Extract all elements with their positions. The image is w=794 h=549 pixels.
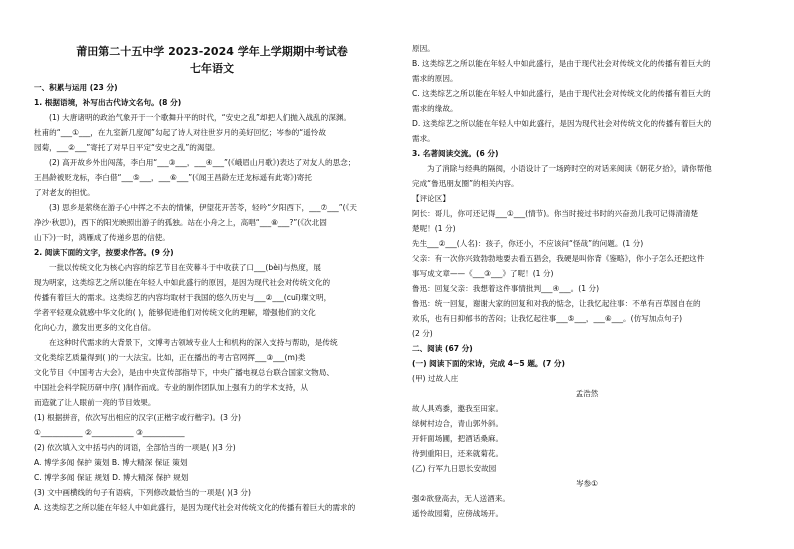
right-line: 欢乐，也有日抑郁书的苦闷；让我忆起往事___⑤___，___⑥___。(仿写加点句子) [412, 314, 683, 323]
right-line: 为了消除与经典的隔阂，小语设计了一场跨时空的对话来阅读《朝花夕拾》，请你帮他 [427, 164, 712, 173]
right-lines [412, 41, 762, 521]
left-line: 王昌龄被贬龙标，李白借“___⑤___，___⑥___”(《闻王昌龄左迁龙标遥有此寄》)寄托 [34, 173, 312, 182]
right-line: (乙) 行军九日思长安故园 [412, 464, 497, 473]
left-line: (3) 文中画横线的句子有语病，下列修改最恰当的一项是( )(3 分) [34, 488, 251, 497]
right-line: 二、阅读 (67 分) [412, 344, 473, 353]
left-line: 文化类综艺质量得到( )的一大法宝。比如，正在播出的考古官网挥___③___(m)类 [34, 353, 306, 362]
right-line: 【评论区】 [412, 194, 450, 203]
left-line: A. 博学多闻 保护 策划 B. 博大精深 保证 策划 [34, 458, 188, 467]
left-line: 山下》)一时，鸿雁成了传递乡思的信使。 [34, 233, 170, 242]
right-line: 孟浩然 [575, 389, 599, 398]
right-line: 完成“鲁迅朋友圈”的相关内容。 [412, 179, 519, 188]
right-line: 需求的原因。 [412, 74, 458, 83]
right-line: 鲁迅：回复父亲：我想着这件事情批判___④___。(1 分) [412, 284, 600, 293]
right-line: 绿树村边合，青山郭外斜。 [412, 419, 504, 428]
page-title: 莆田第二十五中学 2023-2024 学年上学期期中考试卷 [76, 45, 348, 58]
left-line: 1. 根据语境，补写出古代诗文名句。(8 分) [34, 98, 182, 107]
right-line: 开轩面场圃，把酒话桑麻。 [412, 434, 504, 443]
left-line: 在这种时代需求的大背景下，文博考古领域专业人士和机构的深入支持与帮助，是传统 [49, 338, 338, 347]
right-line: C. 这类综艺之所以能在年轻人中如此盛行，是由于现代社会对传统文化的传播有着巨大的 [412, 89, 711, 98]
right-line: 父亲：有一次你兴致勃勃地要去看五猖会，我硬是叫你背《鉴略》，你小子怎么还把这件 [412, 254, 705, 263]
left-line: 杜甫的“___①___，在九室新几度闻”勾起了诗人对往世岁月的美好回忆；岑参的“遥怜故 [34, 128, 326, 137]
page-subtitle: 七年语文 [190, 62, 234, 75]
right-line: 需求的缘故。 [412, 104, 458, 113]
left-line: ①___________ ②___________ ③___________ [34, 428, 185, 437]
left-line: 而造就了让人眼前一亮的节目效果。 [34, 398, 156, 407]
left-line: 一、积累与运用 (23 分) [34, 83, 118, 92]
right-line: 原因。 [412, 44, 435, 53]
left-line: 化向心力，激发出更多的文化自信。 [34, 323, 156, 332]
right-line: 故人具鸡黍，邀我至田家。 [412, 404, 504, 413]
left-line: 学者平轻观众就感中华文化的( )，能够促进他们对传统文化的理解，增强他们的文化 [34, 308, 316, 317]
left-line: (2) 依次填入文中括号内的词语，全部恰当的一项是( )(3 分) [34, 443, 236, 452]
left-line: 园菊，___②___”寄托了对早日平定“安史之乱”的渴望。 [34, 143, 220, 152]
right-line: 阿长：哥儿，你可还记得___①___(情节)。你当时接过书时的兴奋劲儿我可记得清清楚 [412, 209, 699, 218]
left-lines [34, 80, 390, 515]
right-line: 3. 名著阅读交流。(6 分) [412, 149, 499, 158]
left-line: 一批以传统文化为核心内容的综艺节目在荧幕斗于中收获了口___(bèi)与热度，展 [49, 263, 321, 272]
right-line: 先生___②___(人名)：孩子，你还小，不应该问“怪哉”的问题。(1 分) [412, 239, 644, 248]
left-column [34, 0, 390, 515]
left-line: 现为明家，这类综艺之所以能在年轻人中如此盛行的原因，是因为现代社会对传统文化的 [34, 278, 331, 287]
left-line: 了对老友的担忧。 [34, 188, 95, 197]
right-line: 事写成文章——《___③___》了呢！(1 分) [412, 269, 554, 278]
right-line: (一) 阅读下面的宋诗，完成 4~5 题。(7 分) [412, 359, 565, 368]
left-line: (2) 高开故乡外出闯荡，李白用“___③___，___④___”(《峨眉山月歌》)表达了对友人的思念； [49, 158, 356, 167]
left-line: (1) 大唐诸明的政治气象开于一个歌舞升平的时代，“安史之乱”却把人们抛入战乱的深渊。 [49, 113, 352, 122]
right-line: 楚呢！(1 分) [412, 224, 456, 233]
right-line: 遥怜故园菊，应傍战场开。 [412, 509, 504, 518]
right-line: (2 分) [412, 329, 433, 338]
right-line: 鲁迅：统一回复，谢谢大家的回复和对我的惦念，让我忆起往事：不单有百草园自在的 [412, 299, 701, 308]
right-line: 待到重阳日，还来就菊花。 [412, 449, 504, 458]
left-line: 中国社会科学院历研中序( )制作而成。专业的制作团队加上强有力的学术支持，从 [34, 383, 309, 392]
left-line: 文化节目《中国考古大会》，是由中央宣传部指导下，中央广播电视总台联合国家文物局、 [34, 368, 334, 377]
right-line: D. 这类综艺之所以能在年轻人中如此盛行，是因为现代社会对传统文化的传播有着巨大的 [412, 119, 712, 128]
left-line: (3) 思乡是萦绕在游子心中挥之不去的情愫，伊望花开苦苓，轻吟“夕阳西下，___⑦___”(《天 [49, 203, 357, 212]
left-line: 传播有着巨大的需求。这类综艺的内容均取材于我国的悠久历史与___②___(cuī)璨文明， [34, 293, 332, 302]
left-line: (1) 根据拼音，依次写出相应的汉字(正楷字或行楷字)。(3 分) [34, 413, 241, 422]
right-line: 强②欲登高去，无人送酒来。 [412, 494, 510, 503]
right-line: 需求。 [412, 134, 435, 143]
right-line: 岑参① [576, 479, 598, 488]
right-line: B. 这类综艺之所以能在年轻人中如此盛行，是由于现代社会对传统文化的传播有着巨大的 [412, 59, 711, 68]
left-line: 2. 阅读下面的文字，按要求作答。(9 分) [34, 248, 174, 257]
right-line: (甲) 过故人庄 [412, 374, 459, 383]
left-line: A. 这类综艺之所以能在年轻人中如此盛行，是因为现代社会对传统文化的传播有着巨大的需求的 [34, 503, 356, 512]
left-line: C. 博学多闻 保证 规划 D. 博大精深 保护 规划 [34, 473, 189, 482]
left-line: 净沙·秋思》)，西下的阳光映照出游子的孤独。站在小舟之上，高唱“___⑧___?”(《次北固 [34, 218, 327, 227]
right-column [412, 0, 762, 521]
